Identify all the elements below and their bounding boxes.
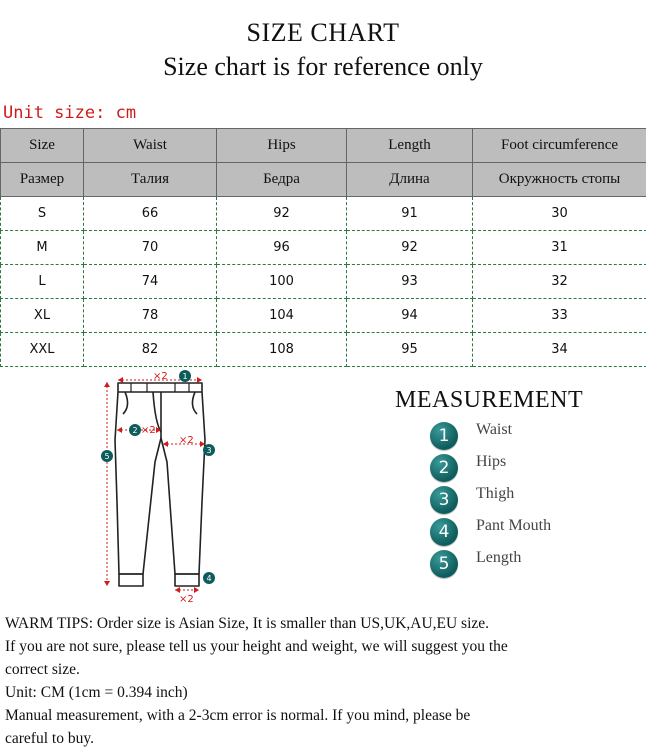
table-row xyxy=(1,299,646,333)
pants-outline-icon xyxy=(115,383,205,586)
header-cell: Size xyxy=(1,129,84,163)
table-cell: 95 xyxy=(347,333,473,367)
header-cell: Length xyxy=(347,129,473,163)
measurement-item xyxy=(430,420,551,452)
table-row xyxy=(1,265,646,299)
table-cell: 32 xyxy=(473,265,646,299)
measurement-label: Waist xyxy=(476,421,513,438)
table-cell: 93 xyxy=(347,265,473,299)
table-cell: 92 xyxy=(347,231,473,265)
measurement-list xyxy=(430,420,551,580)
tip-line: correct size. xyxy=(5,661,80,678)
marker-4-label: 4 xyxy=(206,574,212,583)
belt-loops xyxy=(131,383,189,392)
unit-label: Unit size: cm xyxy=(3,103,137,123)
tip-line: WARM TIPS: Order size is Asian Size, It is smaller than US,UK,AU,EU size. xyxy=(5,615,490,632)
header-cell: Размер xyxy=(1,163,84,197)
table-cell: 104 xyxy=(217,299,347,333)
table-cell: 66 xyxy=(84,197,217,231)
table-cell: 34 xyxy=(473,333,646,367)
tip-line: Manual measurement, with a 2-3cm error is normal. If you mind, please be xyxy=(5,707,471,724)
tip-line: If you are not sure, please tell us your height and weight, we will suggest you the xyxy=(5,638,508,655)
marker-5-label: 5 xyxy=(104,452,110,461)
table-cell: 108 xyxy=(217,333,347,367)
measurement-item xyxy=(430,548,551,580)
tip-line: Unit: CM (1cm = 0.394 inch) xyxy=(5,684,188,701)
table-cell: 31 xyxy=(473,231,646,265)
measurement-item xyxy=(430,452,551,484)
table-cell: M xyxy=(1,231,84,265)
number-1-icon: 1 xyxy=(430,422,458,450)
page-title: SIZE CHART xyxy=(246,18,400,47)
measurement-label: Hips xyxy=(476,453,507,470)
warm-tips xyxy=(5,612,645,750)
table-cell: XL xyxy=(1,299,84,333)
measurement-item xyxy=(430,516,551,548)
header-cell: Hips xyxy=(217,129,347,163)
header-cell: Waist xyxy=(84,129,217,163)
header-cell: Талия xyxy=(84,163,217,197)
measurement-label: Length xyxy=(476,549,522,566)
label-thigh-x2: ×2 xyxy=(179,435,194,446)
size-table xyxy=(0,128,646,367)
marker-3-label: 3 xyxy=(206,446,212,455)
label-mouth-x2: ×2 xyxy=(179,594,194,605)
table-cell: XXL xyxy=(1,333,84,367)
measure-lines xyxy=(107,380,205,590)
table-row xyxy=(1,197,646,231)
table-cell: 82 xyxy=(84,333,217,367)
table-cell: 96 xyxy=(217,231,347,265)
number-5-icon: 5 xyxy=(430,550,458,578)
label-waist-x2: ×2 xyxy=(153,371,168,382)
measurement-label: Pant Mouth xyxy=(476,517,552,534)
table-header-ru xyxy=(1,163,646,197)
marker-2-label: 2 xyxy=(132,426,138,435)
header-cell: Длина xyxy=(347,163,473,197)
table-header-en xyxy=(1,129,646,163)
header-cell: Окружность стопы xyxy=(473,163,646,197)
label-hips-x2: ×2 xyxy=(141,425,156,436)
header-cell: Бедра xyxy=(217,163,347,197)
table-row xyxy=(1,231,646,265)
pants-diagram xyxy=(95,362,225,612)
table-cell: 92 xyxy=(217,197,347,231)
table-cell: S xyxy=(1,197,84,231)
table-cell: 74 xyxy=(84,265,217,299)
measurement-title: MEASUREMENT xyxy=(395,387,584,413)
number-4-icon: 4 xyxy=(430,518,458,546)
tip-line: careful to buy. xyxy=(5,730,94,747)
marker-1-label: 1 xyxy=(182,372,188,381)
table-cell: 91 xyxy=(347,197,473,231)
measurement-item xyxy=(430,484,551,516)
measurement-label: Thigh xyxy=(476,485,515,502)
table-cell: 78 xyxy=(84,299,217,333)
number-3-icon: 3 xyxy=(430,486,458,514)
table-cell: 100 xyxy=(217,265,347,299)
table-cell: 30 xyxy=(473,197,646,231)
header-cell: Foot circumference xyxy=(473,129,646,163)
table-cell: 33 xyxy=(473,299,646,333)
table-cell: 94 xyxy=(347,299,473,333)
page-subtitle: Size chart is for reference only xyxy=(163,52,483,81)
table-cell: L xyxy=(1,265,84,299)
table-cell: 70 xyxy=(84,231,217,265)
number-2-icon: 2 xyxy=(430,454,458,482)
